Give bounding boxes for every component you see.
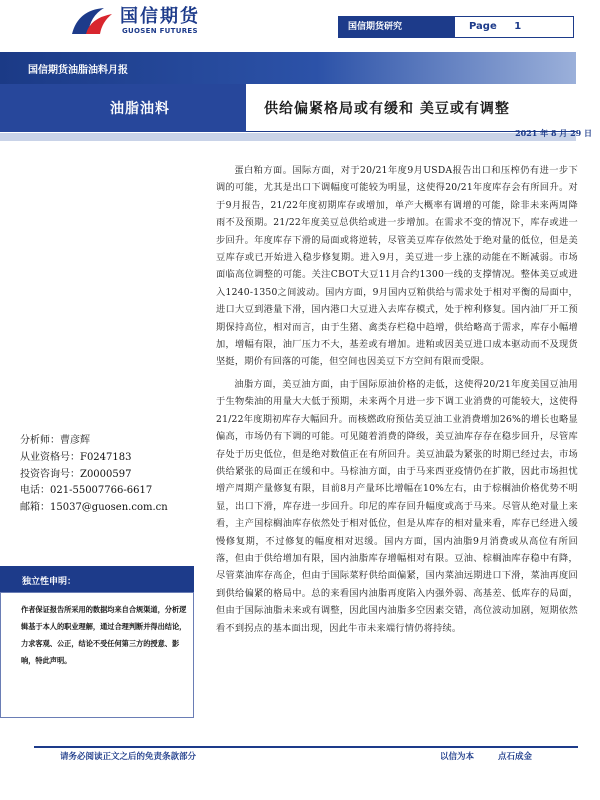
company-logo	[70, 2, 250, 44]
footer-slogan-2: 点石成金	[498, 752, 533, 762]
disclaimer-title: 独立性申明：	[22, 577, 77, 587]
headline-box	[246, 84, 576, 132]
logo-chinese-name: 国信期货	[120, 6, 200, 27]
report-date: 2021 年 8 月 29 日	[515, 128, 592, 138]
analyst-phone: 电话：021-55007766-6617	[20, 485, 153, 497]
body-paragraph-meal: 蛋白粕方面。国际方面，对于20/21年度9月USDA报告出口和压榨仍有进一步下调的可能，尤其是出口下调幅度可能较为明显，这使得20/21年度库存会有所回升。对于9月报告，21/22年度初期库存或增加，单产大概率有调增的可能，除非未来两周降雨不及预期。21/22年度美豆总供给或进一步增加。在需求不变的情况下，库存或进一步回升。年度库存下滑的局面或将逆转，尽管美豆库存依然处于绝对量的低位，但是美豆库存或已开始进入稳步修复期。进入9月，美豆进一步上涨的动能在不断减弱。市场面临高位调整的可能。关注CBOT大豆11月合约1300一线的支撑情况。整体美豆或进入1240-1350之间波动。国内方面，9月国内豆粕供给与需求处于相对平衡的局面中，进口大豆到港量下滑，国内港口大豆进入去库存模式，处于榨利修复。国内油厂开工预期保持高位，相对而言，由于生猪、禽类存栏稳中趋增，供给略高于需求，库存小幅增加，增幅有限，油厂压力不大，基差或有增加。进粕或因美豆进口成本驱动而不及现货坚挺，期价有回落的可能，但空间也因美豆下方空间有限而受限。	[216, 165, 578, 368]
body-paragraph-oils: 油脂方面，美豆油方面，由于国际原油价格的走低，这使得20/21年度美国豆油用于生物柴油的用量大大低于预期，未来两个月进一步下调工业消费的可能较大，这使得21/22年度期初库存大幅回升。而核燃政府预估美豆油工业消费增加26%的增长也略显偏高，市场仍有下调的可能。可见随着消费的降级，美豆油库存存在稳步回升，尽管库存处于历史低位，但是绝对数值正在有所回升。美豆油最为紧张的时期已经过去，市场供给紧张的局面正在缓和中。马棕油方面，由于马来西亚疫情仍在扩散，因此市场担忧增产周期产量修复有限，目前8月产量环比增幅在10%左右，由于棕榈油价格优势不明显，出口下滑，库存进一步回升。印尼的库存回升幅度或高于马来。尽管从绝对量上来看，主产国棕榈油库存依然处于相对低位，但是从库存的相对量来看，库存已经进入缓慢修复期，不过修复的幅度相对迟缓。国内方面，国内油脂9月消费或从高位有所回落，但由于供给增加有限，国内油脂库存增幅相对有限。豆油、棕榈油库存稳中有降，尽管菜油库存高企，但由于国际菜籽供给面偏紧，国内菜油远期进口下滑，菜油再度回到供给偏紧的格局中。总的来看国内油脂再度陷入内强外弱、高基差、低库存的局面，但由于国际油脂未来或有调整，因此国内油脂多空因素交错，高位波动加剧，短期依然看不到拐点的基本面出现，因此牛市未来端行情仍将持续。	[216, 379, 578, 634]
page-indicator	[454, 16, 574, 38]
disclaimer-text: 作者保证报告所采用的数据均来自合规渠道，分析逻辑基于本人的职业理解，通过合理判断并得出结论，力求客观、公正，结论不受任何第三方的授意、影响，特此声明。	[21, 605, 187, 665]
logo-english-name: GUOSEN FUTURES	[122, 27, 198, 35]
guosen-logo-icon	[70, 4, 114, 38]
date-bar	[0, 133, 576, 141]
analyst-info	[20, 433, 168, 517]
footer-notice: 请务必阅读正文之后的免责条款部分	[60, 752, 197, 762]
report-banner	[0, 52, 576, 84]
footer-divider	[34, 746, 578, 748]
report-headline: 供给偏紧格局或有缓和 美豆或有调整	[264, 101, 510, 117]
category-label: 油脂油料	[110, 101, 170, 117]
research-tag: 国信期货研究	[338, 16, 454, 38]
page-label: Page	[469, 21, 497, 32]
footer-slogan-1: 以信为本	[440, 752, 475, 762]
category-box	[0, 84, 246, 132]
footer-slogan	[440, 750, 532, 762]
analyst-consult-number: 投资咨询号：Z0000597	[20, 468, 132, 480]
analyst-email[interactable]: 邮箱：15037@guosen.com.cn	[20, 502, 168, 514]
disclaimer-box	[0, 592, 194, 718]
report-series-title: 国信期货油脂油料月报	[28, 65, 128, 76]
analyst-license: 从业资格号：F0247183	[20, 451, 132, 463]
disclaimer-header	[0, 566, 194, 592]
page-number: 1	[514, 21, 522, 32]
analyst-name: 分析师：曹彦辉	[20, 435, 90, 446]
